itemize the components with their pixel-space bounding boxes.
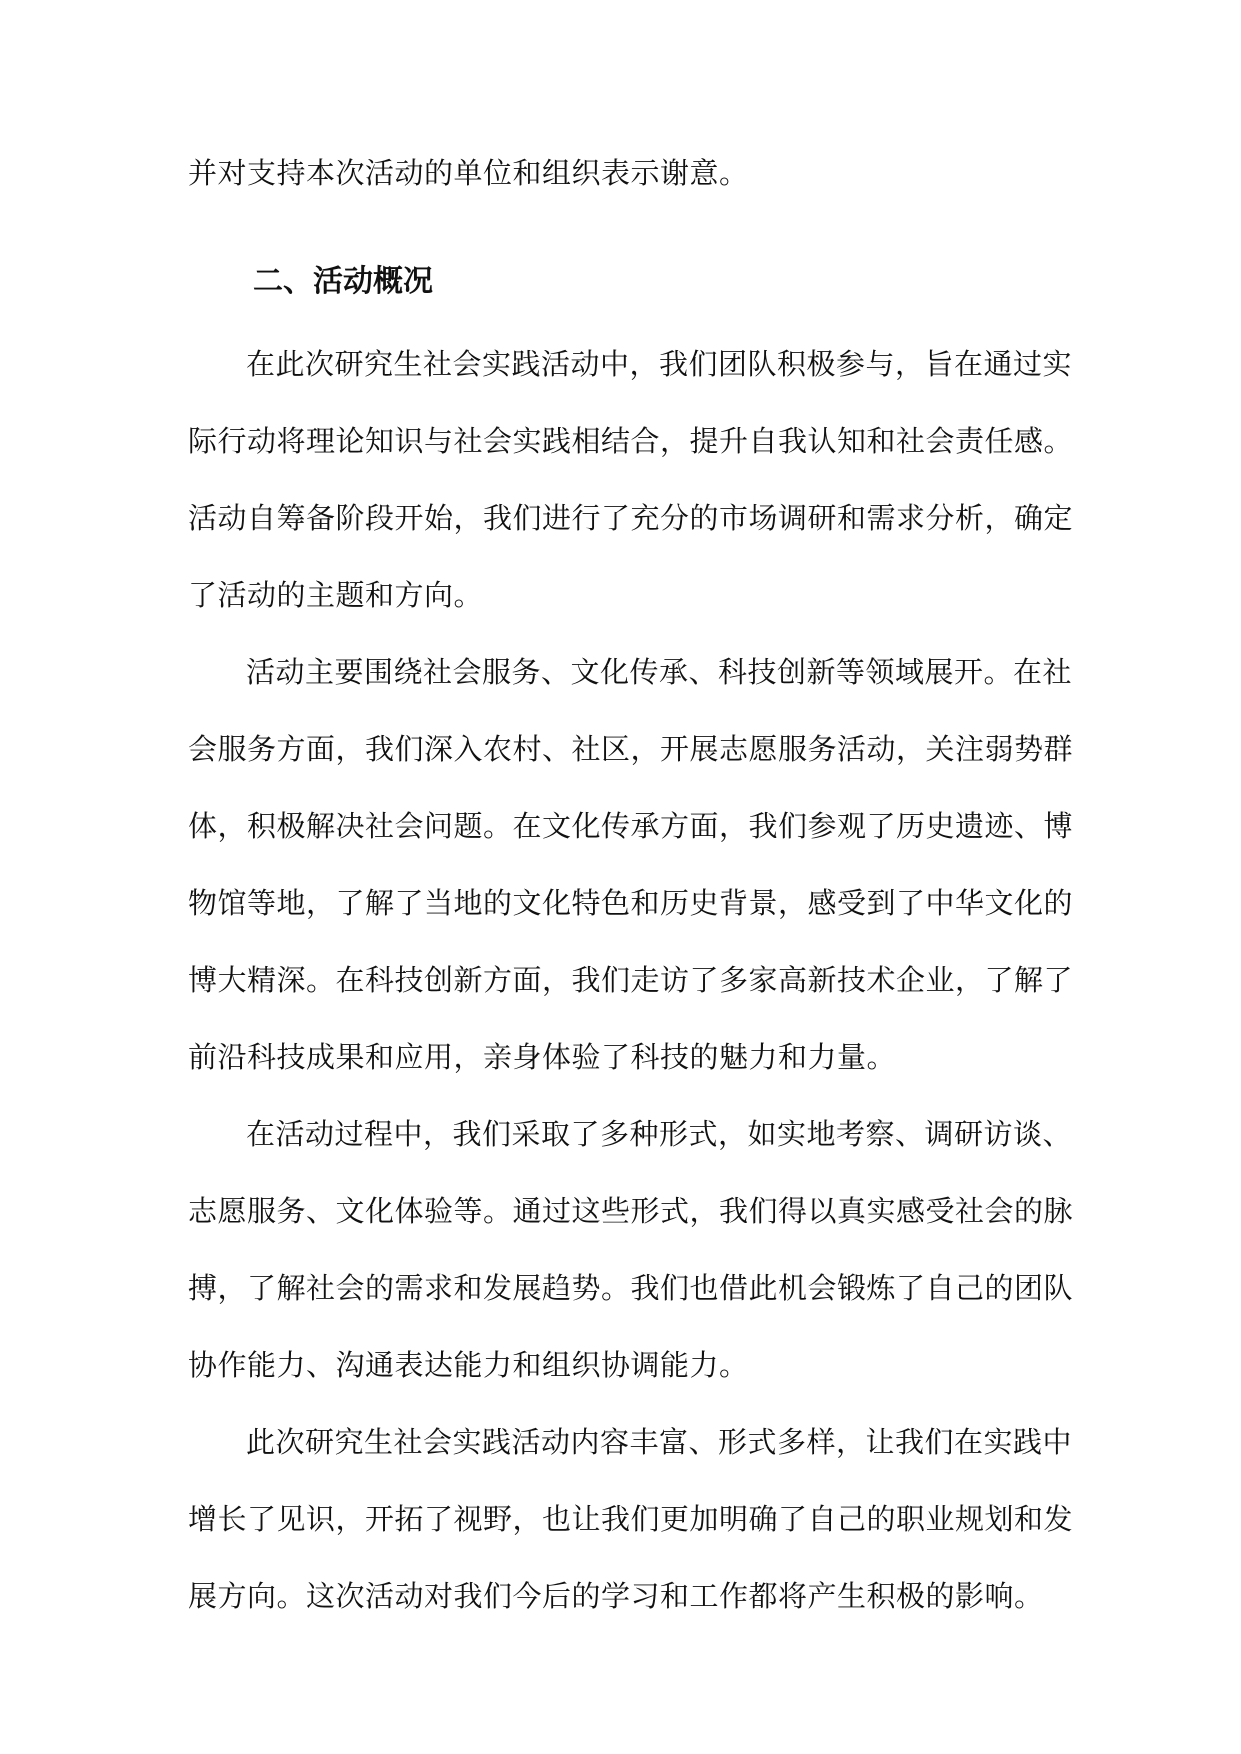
paragraph-line: 了活动的主题和方向。 xyxy=(188,578,484,612)
paragraph-line: 在此次研究生社会实践活动中，我们团队积极参与，旨在通过实 xyxy=(246,347,1073,381)
section-heading: 二、活动概况 xyxy=(253,264,433,299)
paragraph-line: 际行动将理论知识与社会实践相结合，提升自我认知和社会责任感。 xyxy=(188,424,1074,458)
paragraph-line: 此次研究生社会实践活动内容丰富、形式多样，让我们在实践中 xyxy=(246,1425,1073,1459)
paragraph-line: 展方向。这次活动对我们今后的学习和工作都将产生积极的影响。 xyxy=(188,1579,1044,1613)
paragraph-line: 物馆等地，了解了当地的文化特色和历史背景，感受到了中华文化的 xyxy=(188,886,1074,920)
paragraph-line: 活动自筹备阶段开始，我们进行了充分的市场调研和需求分析，确定 xyxy=(188,501,1074,535)
paragraph-line: 博大精深。在科技创新方面，我们走访了多家高新技术企业，了解了 xyxy=(188,963,1074,997)
paragraph-line: 体，积极解决社会问题。在文化传承方面，我们参观了历史遗迹、博 xyxy=(188,809,1074,843)
paragraph-line: 前沿科技成果和应用，亲身体验了科技的魅力和力量。 xyxy=(188,1040,897,1074)
paragraph-line: 增长了见识，开拓了视野，也让我们更加明确了自己的职业规划和发 xyxy=(188,1502,1074,1536)
paragraph-line: 志愿服务、文化体验等。通过这些形式，我们得以真实感受社会的脉 xyxy=(188,1194,1074,1228)
paragraph-line: 搏，了解社会的需求和发展趋势。我们也借此机会锻炼了自己的团队 xyxy=(188,1271,1074,1305)
paragraph-line: 在活动过程中，我们采取了多种形式，如实地考察、调研访谈、 xyxy=(246,1117,1073,1151)
intro-tail-line: 并对支持本次活动的单位和组织表示谢意。 xyxy=(188,156,749,190)
paragraph-line: 会服务方面，我们深入农村、社区，开展志愿服务活动，关注弱势群 xyxy=(188,732,1074,766)
paragraph-line: 活动主要围绕社会服务、文化传承、科技创新等领域展开。在社 xyxy=(246,655,1073,689)
paragraph-line: 协作能力、沟通表达能力和组织协调能力。 xyxy=(188,1348,749,1382)
